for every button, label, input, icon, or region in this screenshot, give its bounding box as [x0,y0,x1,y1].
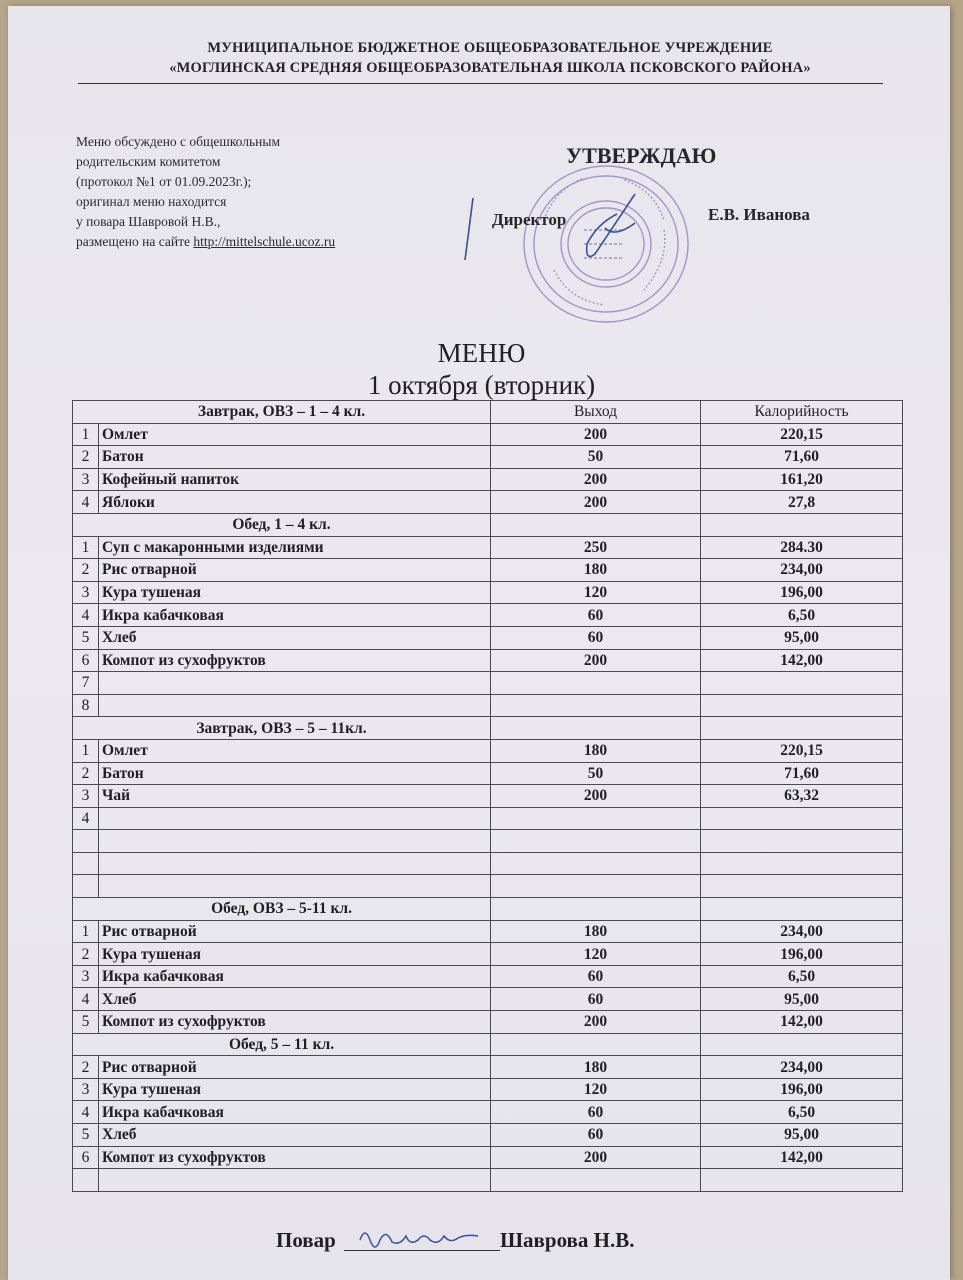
dish-calories [701,830,903,853]
dish-name: Рис отварной [99,1056,491,1079]
dish-output: 60 [491,1101,701,1124]
row-number: 1 [73,920,99,943]
dish-output: 200 [491,468,701,491]
dish-name: Рис отварной [99,559,491,582]
dish-output: 200 [491,491,701,514]
dish-output: 60 [491,1124,701,1147]
dish-calories: 196,00 [701,1078,903,1101]
dish-name: Икра кабачковая [99,1101,491,1124]
dish-name: Суп с макаронными изделиями [99,536,491,559]
section-header-row [73,513,903,536]
table-row [73,649,903,672]
section-header-row [73,401,903,424]
table-row [73,581,903,604]
dish-calories: 71,60 [701,446,903,469]
table-row [73,762,903,785]
dish-name: Кура тушеная [99,1078,491,1101]
dish-name: Кофейный напиток [99,468,491,491]
dish-name [99,672,491,695]
table-row [73,491,903,514]
cook-signature-line [344,1250,500,1251]
row-number: 3 [73,785,99,808]
table-row [73,943,903,966]
dish-calories: 71,60 [701,762,903,785]
empty-cell [701,898,903,921]
empty-cell [491,898,701,921]
section-header-row [73,898,903,921]
dish-output [491,875,701,898]
section-header-row [73,1033,903,1056]
dish-output: 200 [491,423,701,446]
dish-output: 200 [491,1011,701,1034]
dish-output: 250 [491,536,701,559]
approval-note [76,132,335,252]
dish-output [491,672,701,695]
table-row [73,965,903,988]
dish-output: 50 [491,446,701,469]
row-number: 4 [73,807,99,830]
site-link[interactable]: http://mittelschule.ucoz.ru [193,234,336,249]
director-name: Е.В. Иванова [708,205,810,224]
section-title: Обед, 1 – 4 кл. [73,513,491,536]
dish-output: 180 [491,920,701,943]
dish-calories: 95,00 [701,988,903,1011]
note-site-prefix: размещено на сайте [76,234,194,249]
table-row [73,604,903,627]
dish-calories: 234,00 [701,920,903,943]
dish-name: Икра кабачковая [99,965,491,988]
dish-output: 180 [491,1056,701,1079]
table-row [73,672,903,695]
section-title: Завтрак, ОВЗ – 1 – 4 кл. [73,401,491,424]
approval-title: УТВЕРЖДАЮ [566,143,717,168]
empty-cell [491,717,701,740]
note-line-1: Меню обсуждено с общешкольным [76,134,280,149]
cook-name: Шаврова Н.В. [500,1228,635,1252]
row-number: 1 [73,536,99,559]
dish-name: Кура тушеная [99,581,491,604]
dish-calories [701,807,903,830]
row-number: 4 [73,604,99,627]
table-row [73,446,903,469]
row-number: 4 [73,988,99,1011]
dish-calories [701,672,903,695]
dish-calories [701,875,903,898]
dish-name [99,1169,491,1192]
note-line-5: у повара Шавровой Н.В., [76,214,221,229]
dish-calories: 142,00 [701,1146,903,1169]
row-number: 4 [73,1101,99,1124]
dish-calories: 161,20 [701,468,903,491]
row-number: 5 [73,1124,99,1147]
row-number: 2 [73,559,99,582]
dish-name: Компот из сухофруктов [99,649,491,672]
menu-table [72,400,903,1192]
dish-calories [701,852,903,875]
dish-calories: 27,8 [701,491,903,514]
dish-output: 200 [491,785,701,808]
row-number: 6 [73,1146,99,1169]
dish-calories: 234,00 [701,1056,903,1079]
table-row [73,559,903,582]
note-line-6 [76,232,335,252]
section-title: Обед, ОВЗ – 5-11 кл. [73,898,491,921]
section-header-row [73,717,903,740]
dish-output: 120 [491,1078,701,1101]
dish-name: Яблоки [99,491,491,514]
dish-calories: 95,00 [701,626,903,649]
table-row [73,807,903,830]
menu-date: 1 октября (вторник) [367,370,596,400]
dish-calories: 220,15 [701,423,903,446]
note-line-4: оригинал меню находится [76,194,227,209]
dish-calories: 196,00 [701,581,903,604]
dish-calories [701,694,903,717]
dish-name: Хлеб [99,1124,491,1147]
dish-output [491,830,701,853]
dish-calories: 234,00 [701,559,903,582]
dish-output [491,807,701,830]
row-number: 2 [73,1056,99,1079]
dish-calories: 220,15 [701,739,903,762]
dish-name: Хлеб [99,988,491,1011]
table-row [73,1101,903,1124]
dish-output: 50 [491,762,701,785]
cook-role: Повар [276,1228,336,1252]
table-row [73,1078,903,1101]
dish-output: 60 [491,988,701,1011]
dish-name: Компот из сухофруктов [99,1146,491,1169]
row-number: 7 [73,672,99,695]
row-number: 4 [73,491,99,514]
table-row [73,1011,903,1034]
dish-output: 180 [491,739,701,762]
table-row [73,852,903,875]
column-header-output: Выход [491,401,701,424]
table-row [73,830,903,853]
table-row [73,875,903,898]
dish-calories: 142,00 [701,649,903,672]
dish-output: 200 [491,649,701,672]
note-line-2: родительским комитетом [76,154,221,169]
note-line-3: (протокол №1 от 01.09.2023г.); [76,174,252,189]
table-row [73,920,903,943]
dish-name: Омлет [99,423,491,446]
row-number: 2 [73,762,99,785]
row-number: 3 [73,581,99,604]
institution-name-line2: «МОГЛИНСКАЯ СРЕДНЯЯ ОБЩЕОБРАЗОВАТЕЛЬНАЯ ШКОЛА ПСКОВСКОГО РАЙОНА» [169,60,811,76]
row-number: 1 [73,423,99,446]
table-row [73,1056,903,1079]
dish-calories: 95,00 [701,1124,903,1147]
dish-output: 200 [491,1146,701,1169]
header-divider [78,83,883,84]
dish-name [99,807,491,830]
dish-calories: 6,50 [701,965,903,988]
row-number: 5 [73,626,99,649]
empty-cell [491,513,701,536]
table-row [73,1124,903,1147]
dish-calories: 6,50 [701,604,903,627]
row-number: 1 [73,739,99,762]
dish-output [491,694,701,717]
row-number: 2 [73,943,99,966]
table-row [73,1146,903,1169]
dish-name: Хлеб [99,626,491,649]
row-number [73,852,99,875]
dish-output [491,1169,701,1192]
table-row [73,536,903,559]
table-row [73,988,903,1011]
table-row [73,694,903,717]
dish-output: 180 [491,559,701,582]
dish-output: 60 [491,604,701,627]
row-number: 3 [73,468,99,491]
dish-output: 60 [491,626,701,649]
dish-calories: 63,32 [701,785,903,808]
column-header-calories: Калорийность [701,401,903,424]
table-row [73,739,903,762]
institution-name-line1: МУНИЦИПАЛЬНОЕ БЮДЖЕТНОЕ ОБЩЕОБРАЗОВАТЕЛЬНОЕ УЧРЕЖДЕНИЕ [207,40,773,56]
dish-name: Икра кабачковая [99,604,491,627]
dish-output [491,852,701,875]
empty-cell [701,1033,903,1056]
dish-name [99,875,491,898]
dish-calories: 142,00 [701,1011,903,1034]
menu-title: МЕНЮ [437,338,526,368]
table-row [73,468,903,491]
table-row [73,626,903,649]
row-number: 3 [73,1078,99,1101]
dish-calories: 284.30 [701,536,903,559]
empty-cell [491,1033,701,1056]
row-number [73,875,99,898]
dish-name [99,830,491,853]
dish-name: Компот из сухофруктов [99,1011,491,1034]
table-row [73,1169,903,1192]
row-number: 5 [73,1011,99,1034]
table-row [73,785,903,808]
table-row [73,423,903,446]
dish-name: Рис отварной [99,920,491,943]
section-title: Обед, 5 – 11 кл. [73,1033,491,1056]
row-number: 6 [73,649,99,672]
empty-cell [701,717,903,740]
empty-cell [701,513,903,536]
dish-calories: 6,50 [701,1101,903,1124]
dish-name: Батон [99,446,491,469]
dish-output: 120 [491,943,701,966]
row-number: 2 [73,446,99,469]
row-number: 8 [73,694,99,717]
dish-output: 60 [491,965,701,988]
dish-name [99,852,491,875]
section-title: Завтрак, ОВЗ – 5 – 11кл. [73,717,491,740]
dish-name: Кура тушеная [99,943,491,966]
row-number [73,1169,99,1192]
dish-name: Омлет [99,739,491,762]
dish-calories [701,1169,903,1192]
dish-output: 120 [491,581,701,604]
director-role: Директор [492,210,567,229]
dish-name: Батон [99,762,491,785]
row-number [73,830,99,853]
row-number: 3 [73,965,99,988]
dish-name [99,694,491,717]
dish-calories: 196,00 [701,943,903,966]
dish-name: Чай [99,785,491,808]
